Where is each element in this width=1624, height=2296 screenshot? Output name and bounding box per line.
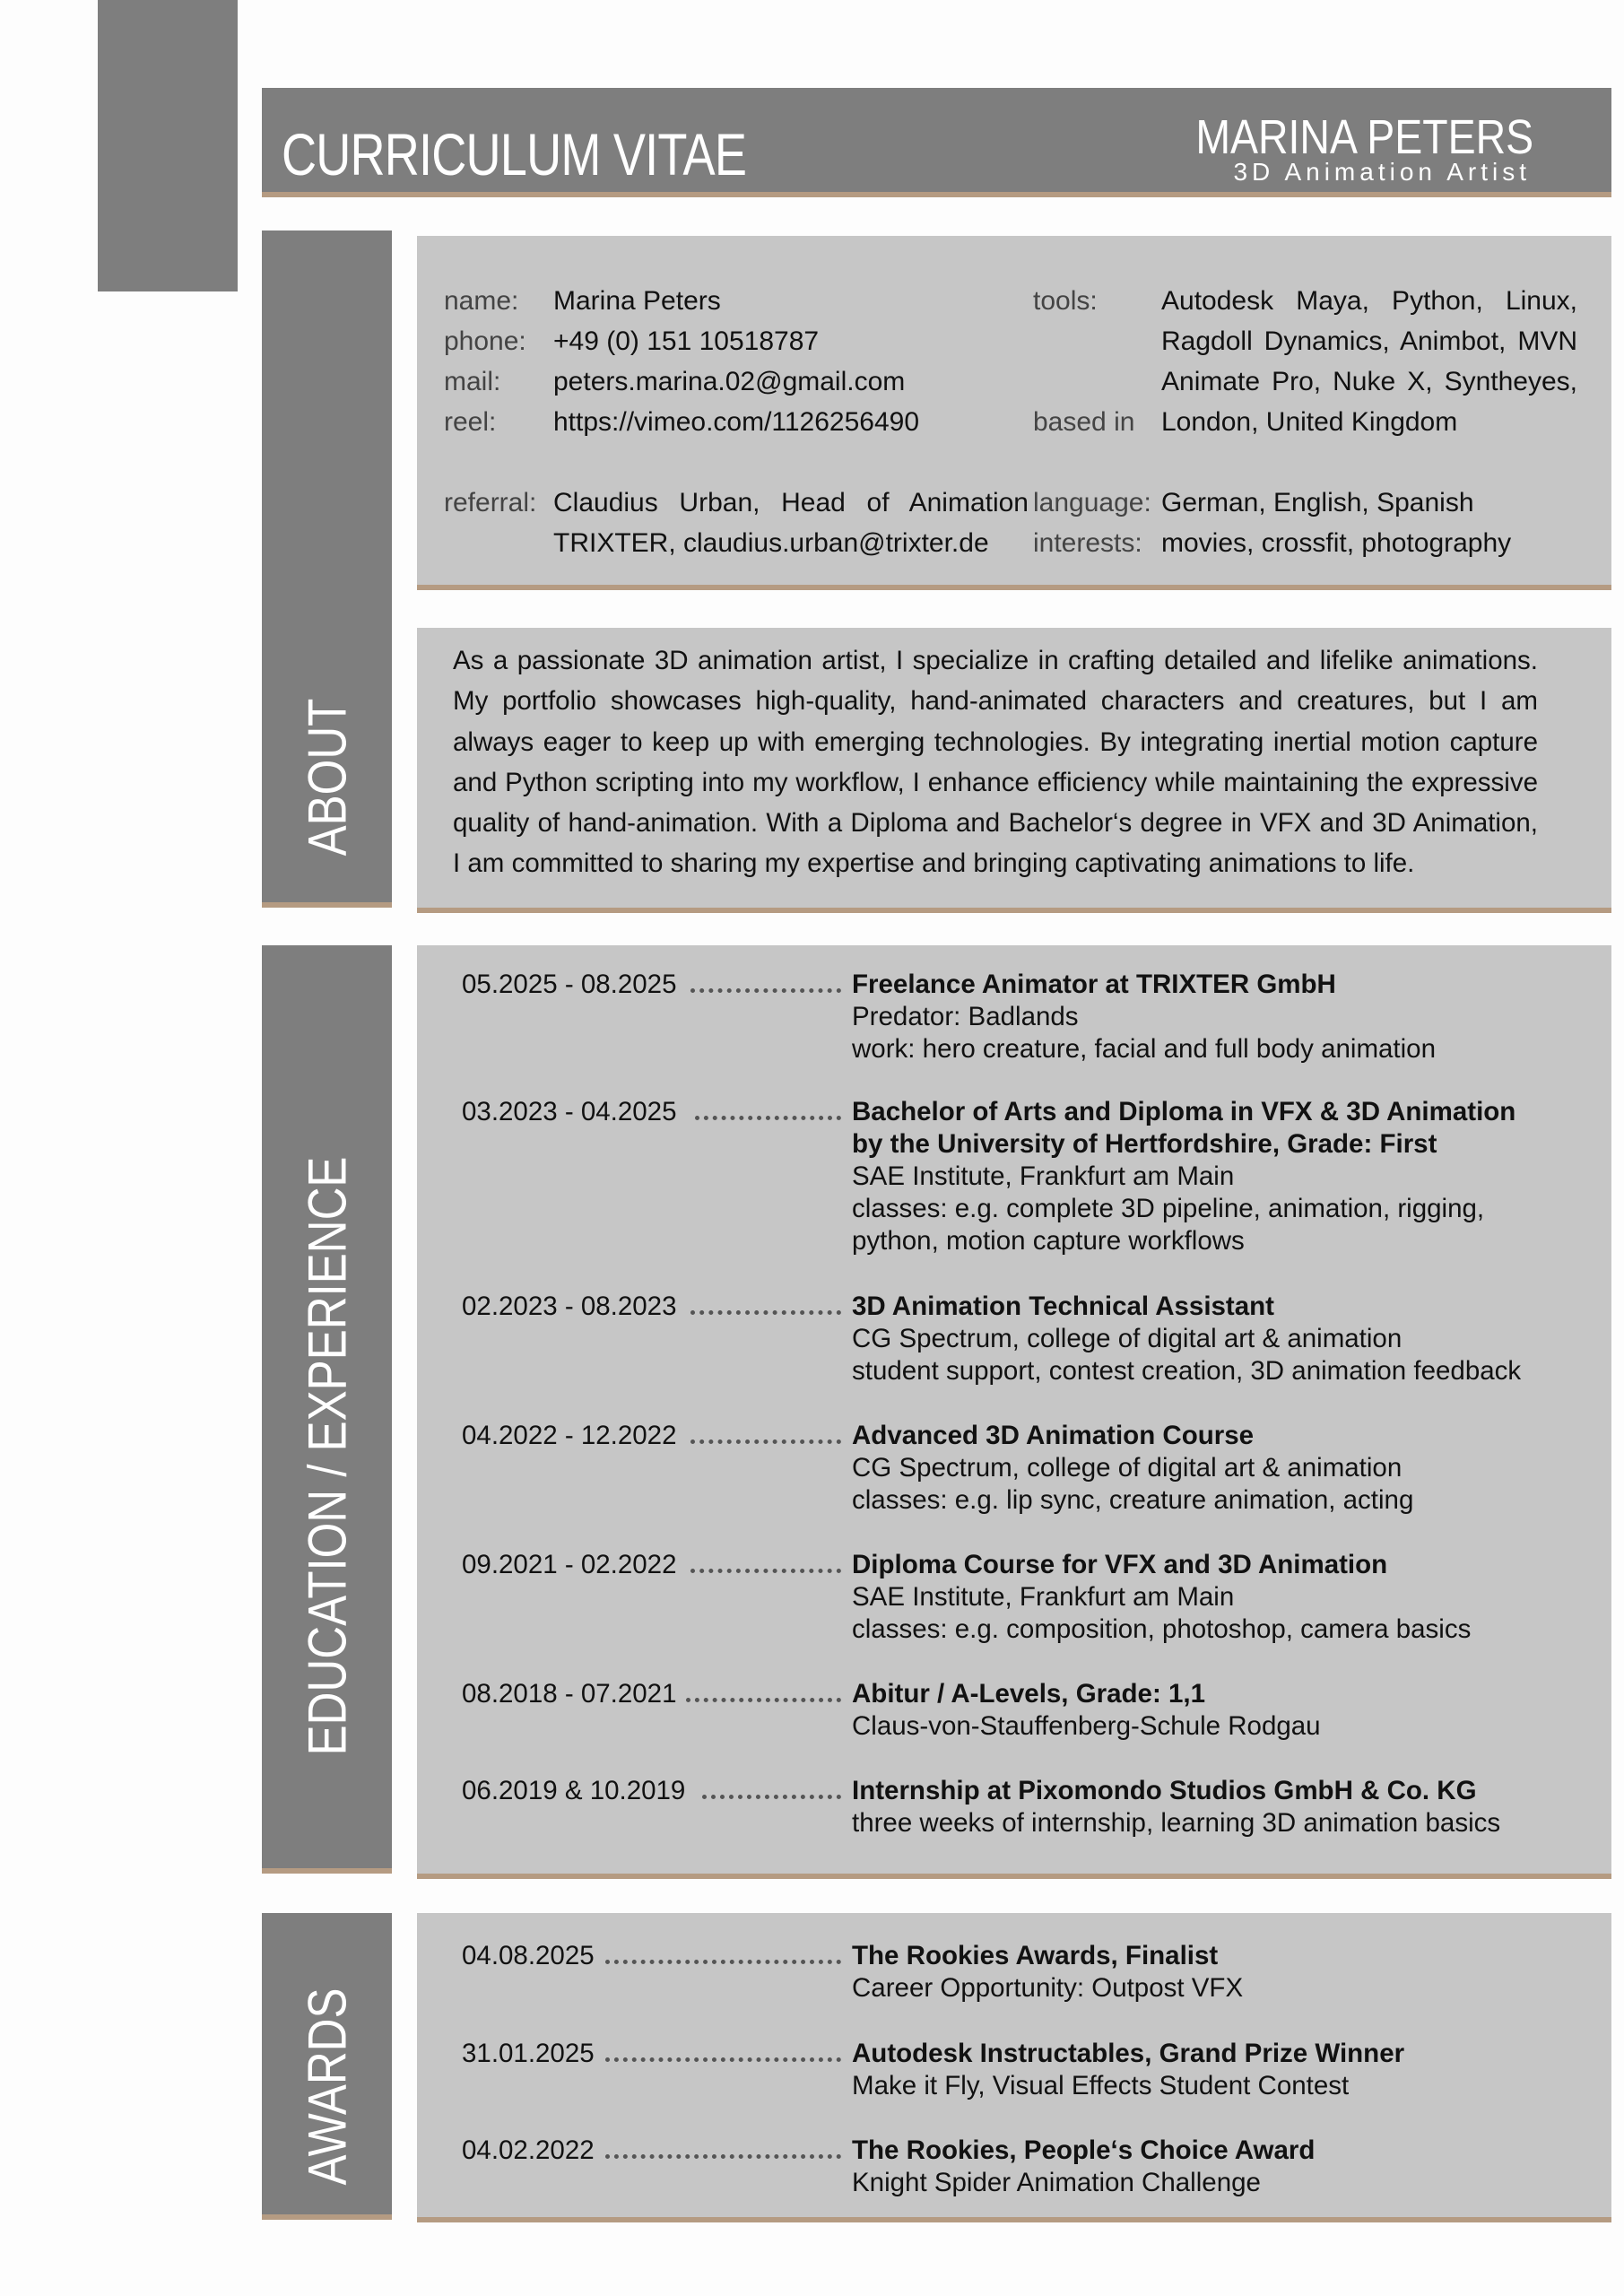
dotted-leader	[690, 1569, 841, 1573]
award-title: The Rookies Awards, Finalist	[852, 1941, 1219, 1970]
tools-label: tools:	[1033, 286, 1098, 316]
entry-title: 3D Animation Technical Assistant	[852, 1292, 1275, 1321]
tools-line-1: Autodesk Maya, Python, Linux,	[1161, 286, 1577, 316]
entry-title: Freelance Animator at TRIXTER GmbH	[852, 970, 1336, 999]
entry-detail: Predator: Badlands	[852, 1002, 1079, 1031]
section-label-about: ABOUT	[297, 698, 357, 857]
phone-label: phone:	[444, 326, 526, 356]
entry-date: 05.2025 - 08.2025	[462, 970, 677, 999]
phone-value[interactable]: +49 (0) 151 10518787	[553, 326, 820, 356]
person-name: MARINA PETERS	[1195, 110, 1533, 164]
mail-label: mail:	[444, 367, 501, 396]
reel-label: reel:	[444, 407, 497, 437]
name-value: Marina Peters	[553, 286, 721, 316]
referral-line-2[interactable]: TRIXTER, claudius.urban@trixter.de	[553, 528, 989, 558]
sidebar-education	[262, 945, 392, 1874]
entry-title: Advanced 3D Animation Course	[852, 1421, 1255, 1450]
entry-detail: three weeks of internship, learning 3D animation basics	[852, 1808, 1501, 1838]
entry-date: 06.2019 & 10.2019	[462, 1776, 686, 1805]
education-panel	[417, 945, 1611, 1879]
section-label-awards: AWARDS	[297, 1987, 357, 2186]
entry-detail: CG Spectrum, college of digital art & animation	[852, 1324, 1403, 1353]
awards-panel	[417, 1913, 1611, 2222]
entry-title: Abitur / A-Levels, Grade: 1,1	[852, 1679, 1205, 1709]
mail-value[interactable]: peters.marina.02@gmail.com	[553, 367, 906, 396]
header-bar	[262, 88, 1611, 197]
award-detail: Make it Fly, Visual Effects Student Contest	[852, 2071, 1350, 2100]
interests-label: interests:	[1033, 528, 1142, 558]
entry-detail: classes: e.g. composition, photoshop, camera basics	[852, 1614, 1472, 1644]
tools-line-2: Ragdoll Dynamics, Animbot, MVN	[1161, 326, 1577, 356]
entry-date: 04.2022 - 12.2022	[462, 1421, 677, 1450]
award-detail: Knight Spider Animation Challenge	[852, 2168, 1261, 2197]
dotted-leader	[695, 1116, 841, 1120]
language-value: German, English, Spanish	[1161, 488, 1474, 517]
award-detail: Career Opportunity: Outpost VFX	[852, 1973, 1244, 2003]
entry-title: Diploma Course for VFX and 3D Animation	[852, 1550, 1388, 1579]
corner-decoration	[98, 0, 238, 291]
person-role: 3D Animation Artist	[1233, 158, 1531, 186]
entry-detail: CG Spectrum, college of digital art & animation	[852, 1453, 1403, 1483]
dotted-leader	[690, 1310, 841, 1315]
award-date: 04.02.2022	[462, 2135, 595, 2165]
entry-date: 08.2018 - 07.2021	[462, 1679, 677, 1709]
award-title: The Rookies, People‘s Choice Award	[852, 2135, 1316, 2165]
entry-detail: classes: e.g. complete 3D pipeline, animation, rigging,	[852, 1194, 1485, 1223]
interests-value: movies, crossfit, photography	[1161, 528, 1512, 558]
sidebar-about	[262, 230, 392, 908]
based-label: based in	[1033, 407, 1135, 437]
about-panel	[417, 628, 1611, 913]
entry-detail: SAE Institute, Frankfurt am Main	[852, 1161, 1235, 1191]
dotted-leader	[690, 988, 841, 993]
page-title: CURRICULUM VITAE	[282, 121, 747, 187]
dotted-leader	[690, 1439, 841, 1444]
referral-label: referral:	[444, 488, 537, 517]
sidebar-awards	[262, 1913, 392, 2220]
dotted-leader	[605, 1960, 841, 1964]
award-title: Autodesk Instructables, Grand Prize Winner	[852, 2039, 1405, 2068]
entry-detail: python, motion capture workflows	[852, 1226, 1245, 1256]
entry-detail: student support, contest creation, 3D animation feedback	[852, 1356, 1522, 1386]
entry-date: 09.2021 - 02.2022	[462, 1550, 677, 1579]
entry-date: 03.2023 - 04.2025	[462, 1097, 677, 1126]
name-label: name:	[444, 286, 519, 316]
entry-date: 02.2023 - 08.2023	[462, 1292, 677, 1321]
contact-panel	[417, 236, 1611, 590]
dotted-leader	[702, 1795, 841, 1799]
reel-link[interactable]: https://vimeo.com/1126256490	[553, 407, 920, 437]
dotted-leader	[686, 1698, 841, 1702]
award-date: 04.08.2025	[462, 1941, 595, 1970]
entry-detail: SAE Institute, Frankfurt am Main	[852, 1582, 1235, 1612]
entry-title-2: by the University of Hertfordshire, Grade: First	[852, 1129, 1437, 1159]
entry-detail: Claus-von-Stauffenberg-Schule Rodgau	[852, 1711, 1321, 1741]
tools-line-3: Animate Pro, Nuke X, Syntheyes,	[1161, 367, 1577, 396]
entry-title: Bachelor of Arts and Diploma in VFX & 3D Animation	[852, 1097, 1516, 1126]
dotted-leader	[605, 2057, 841, 2062]
entry-detail: work: hero creature, facial and full body animation	[852, 1034, 1436, 1064]
section-label-education: EDUCATION / EXPERIENCE	[297, 1156, 357, 1756]
award-date: 31.01.2025	[462, 2039, 595, 2068]
dotted-leader	[605, 2154, 841, 2159]
referral-line-1: Claudius Urban, Head of Animation	[553, 488, 1029, 517]
based-value: London, United Kingdom	[1161, 407, 1458, 437]
about-text: As a passionate 3D animation artist, I specialize in crafting detailed and lifelike animations. My portfolio showcases high-quality, hand-animated characters and creatures, but I am always eager to keep up with emerging technologies. By integrating inertial motion capture and Python scripting into my workflow, I enhance efficiency while maintaining the expressive quality of hand-animation. With a Diploma and Bachelor‘s degree in VFX and 3D Animation, I am committed to sharing my expertise and bringing captivating animations to life.	[453, 646, 1538, 879]
entry-title: Internship at Pixomondo Studios GmbH & Co. KG	[852, 1776, 1477, 1805]
language-label: language:	[1033, 488, 1151, 517]
entry-detail: classes: e.g. lip sync, creature animation, acting	[852, 1485, 1414, 1515]
